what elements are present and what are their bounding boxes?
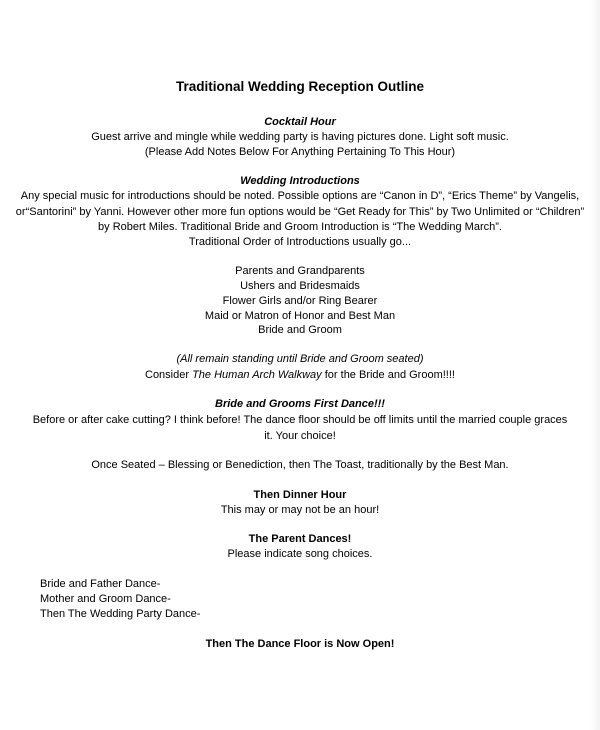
page-edge-shadow (590, 0, 600, 730)
dinner-hour-text: This may or may not be an hour! (220, 504, 380, 516)
closing-line: Then The Dance Floor is Now Open! (205, 638, 395, 650)
parent-dances-text: Please indicate song choices. (227, 548, 373, 560)
introductions-text-1: Any special music for introductions should be noted. Possible options are “Canon in D”, “Erics Theme” by Vangelis, (20, 190, 580, 202)
introductions-text-4: Traditional Order of Introductions usually go... (188, 236, 412, 248)
dinner-hour-heading: Then Dinner Hour (253, 489, 347, 501)
human-arch-suffix: for the Bride and Groom!!!! (321, 369, 455, 381)
first-dance-heading: Bride and Grooms First Dance!!! (215, 398, 385, 410)
document-title: Traditional Wedding Reception Outline (175, 79, 424, 94)
first-dance-text-1: Before or after cake cutting? I think before! The dance floor should be off limits until the married couple graces (32, 414, 568, 426)
dance-list-item: Then The Wedding Party Dance- (40, 608, 201, 620)
seated-blessing-line: Once Seated – Blessing or Benediction, then The Toast, traditionally by the Best Man. (91, 459, 509, 471)
cocktail-hour-heading: Cocktail Hour (264, 116, 336, 128)
introductions-text-2: or“Santorini” by Yanni. However other more fun options would be “Get Ready for This” by Two Unlimited or “Children” (15, 206, 585, 218)
cocktail-hour-text: Guest arrive and mingle while wedding party is having pictures done. Light soft music. (91, 131, 509, 143)
introductions-text-3: by Robert Miles. Traditional Bride and Groom Introduction is “The Wedding March”. (98, 221, 502, 233)
introduction-order-item: Parents and Grandparents (235, 265, 365, 277)
human-arch-line (0, 368, 600, 382)
standing-note: (All remain standing until Bride and Groom seated) (176, 353, 424, 365)
first-dance-text-2: it. Your choice! (264, 430, 336, 442)
human-arch-prefix: Consider (145, 369, 193, 381)
dance-list-item: Mother and Groom Dance- (40, 593, 171, 605)
cocktail-hour-note: (Please Add Notes Below For Anything Pertaining To This Hour) (144, 146, 456, 158)
introduction-order-item: Flower Girls and/or Ring Bearer (222, 295, 378, 307)
introduction-order-item: Maid or Matron of Honor and Best Man (204, 310, 396, 322)
human-arch-title: The Human Arch Walkway (192, 369, 322, 381)
introduction-order-item: Bride and Groom (258, 324, 342, 336)
parent-dances-heading: The Parent Dances! (248, 533, 352, 545)
wedding-introductions-heading: Wedding Introductions (240, 175, 360, 187)
introduction-order-item: Ushers and Bridesmaids (240, 280, 360, 292)
dance-list-item: Bride and Father Dance- (40, 578, 161, 590)
